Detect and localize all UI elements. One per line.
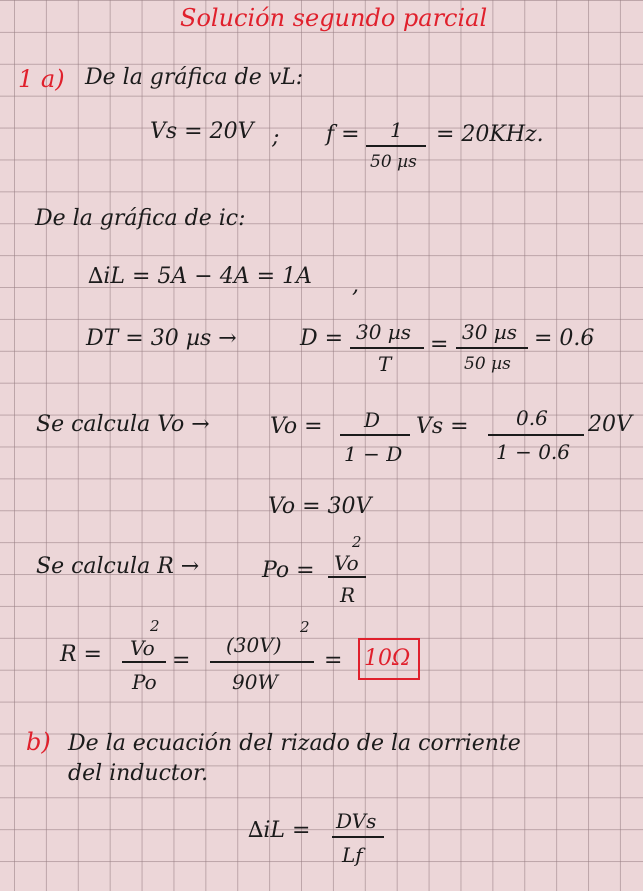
d-denominator-1: T xyxy=(378,352,392,376)
po-numerator: Vo xyxy=(334,551,359,575)
delta-il-numerator: DVs xyxy=(336,809,377,833)
vo-middle: Vs = xyxy=(416,414,469,439)
r-equals-1: = xyxy=(172,648,191,673)
page-title: Solución segundo parcial xyxy=(180,4,488,32)
vo-numerator-2: 0.6 xyxy=(516,406,548,430)
r-intro: Se calcula R → xyxy=(36,554,200,579)
r-superscript: 2 xyxy=(150,617,160,635)
r-numerator-2: (30V) xyxy=(226,633,282,657)
d-fraction-bar-1 xyxy=(350,347,424,349)
d-denominator-2: 50 µs xyxy=(464,354,511,374)
f-fraction-bar xyxy=(366,145,426,147)
part-a-intro: De la gráfica de vL: xyxy=(85,65,304,90)
f-lhs: f = xyxy=(326,122,360,147)
po-lhs: Po = xyxy=(262,558,315,583)
vs-equation: Vs = 20V xyxy=(150,119,254,144)
r-fraction-bar xyxy=(122,661,166,663)
delta-il-denominator: Lf xyxy=(342,843,363,867)
r-denominator-2: 90W xyxy=(232,670,279,694)
vo-fraction-bar xyxy=(340,434,410,436)
vo-denominator: 1 − D xyxy=(344,442,403,466)
r-superscript-2: 2 xyxy=(300,618,310,636)
vo-fraction-bar-2 xyxy=(488,434,584,436)
vo-numerator: D xyxy=(364,408,381,432)
r-fraction-bar-2 xyxy=(210,661,314,663)
po-fraction-bar xyxy=(328,576,366,578)
d-fraction-bar-2 xyxy=(456,347,528,349)
vo-result: Vo = 30V xyxy=(268,494,372,519)
separator: ; xyxy=(272,125,280,150)
f-denominator: 50 µs xyxy=(370,152,417,172)
f-numerator: 1 xyxy=(390,118,403,142)
dt-equation: DT = 30 µs → xyxy=(86,326,237,351)
r-lhs: R = xyxy=(60,642,102,667)
d-lhs: D = xyxy=(300,326,344,351)
comma: , xyxy=(352,273,359,298)
delta-il-lhs: ∆iL = xyxy=(248,818,311,843)
po-denominator: R xyxy=(340,583,356,607)
delta-il-equation: ∆iL = 5A − 4A = 1A xyxy=(88,264,312,289)
po-superscript: 2 xyxy=(352,533,362,551)
vo-lhs: Vo = xyxy=(270,414,323,439)
r-numerator: Vo xyxy=(130,636,155,660)
vo-tail: 20V xyxy=(588,412,632,437)
part-b-label: b) xyxy=(26,728,51,756)
part-a-label: 1 a) xyxy=(18,65,65,93)
vo-denominator-2: 1 − 0.6 xyxy=(496,440,571,464)
r-result: 10Ω xyxy=(364,646,411,671)
d-result: = 0.6 xyxy=(534,326,595,351)
d-numerator-1: 30 µs xyxy=(356,320,412,344)
part-b-line-1: De la ecuación del rizado de la corriente xyxy=(68,731,521,756)
d-equals: = xyxy=(430,332,449,357)
ic-intro: De la gráfica de ic: xyxy=(35,206,246,231)
r-equals-2: = xyxy=(324,648,343,673)
d-numerator-2: 30 µs xyxy=(462,320,518,344)
vo-intro: Se calcula Vo → xyxy=(36,412,210,437)
delta-il-fraction-bar xyxy=(332,836,384,838)
f-result: = 20KHz. xyxy=(436,122,544,147)
part-b-line-2: del inductor. xyxy=(68,761,209,786)
r-denominator: Po xyxy=(132,670,157,694)
